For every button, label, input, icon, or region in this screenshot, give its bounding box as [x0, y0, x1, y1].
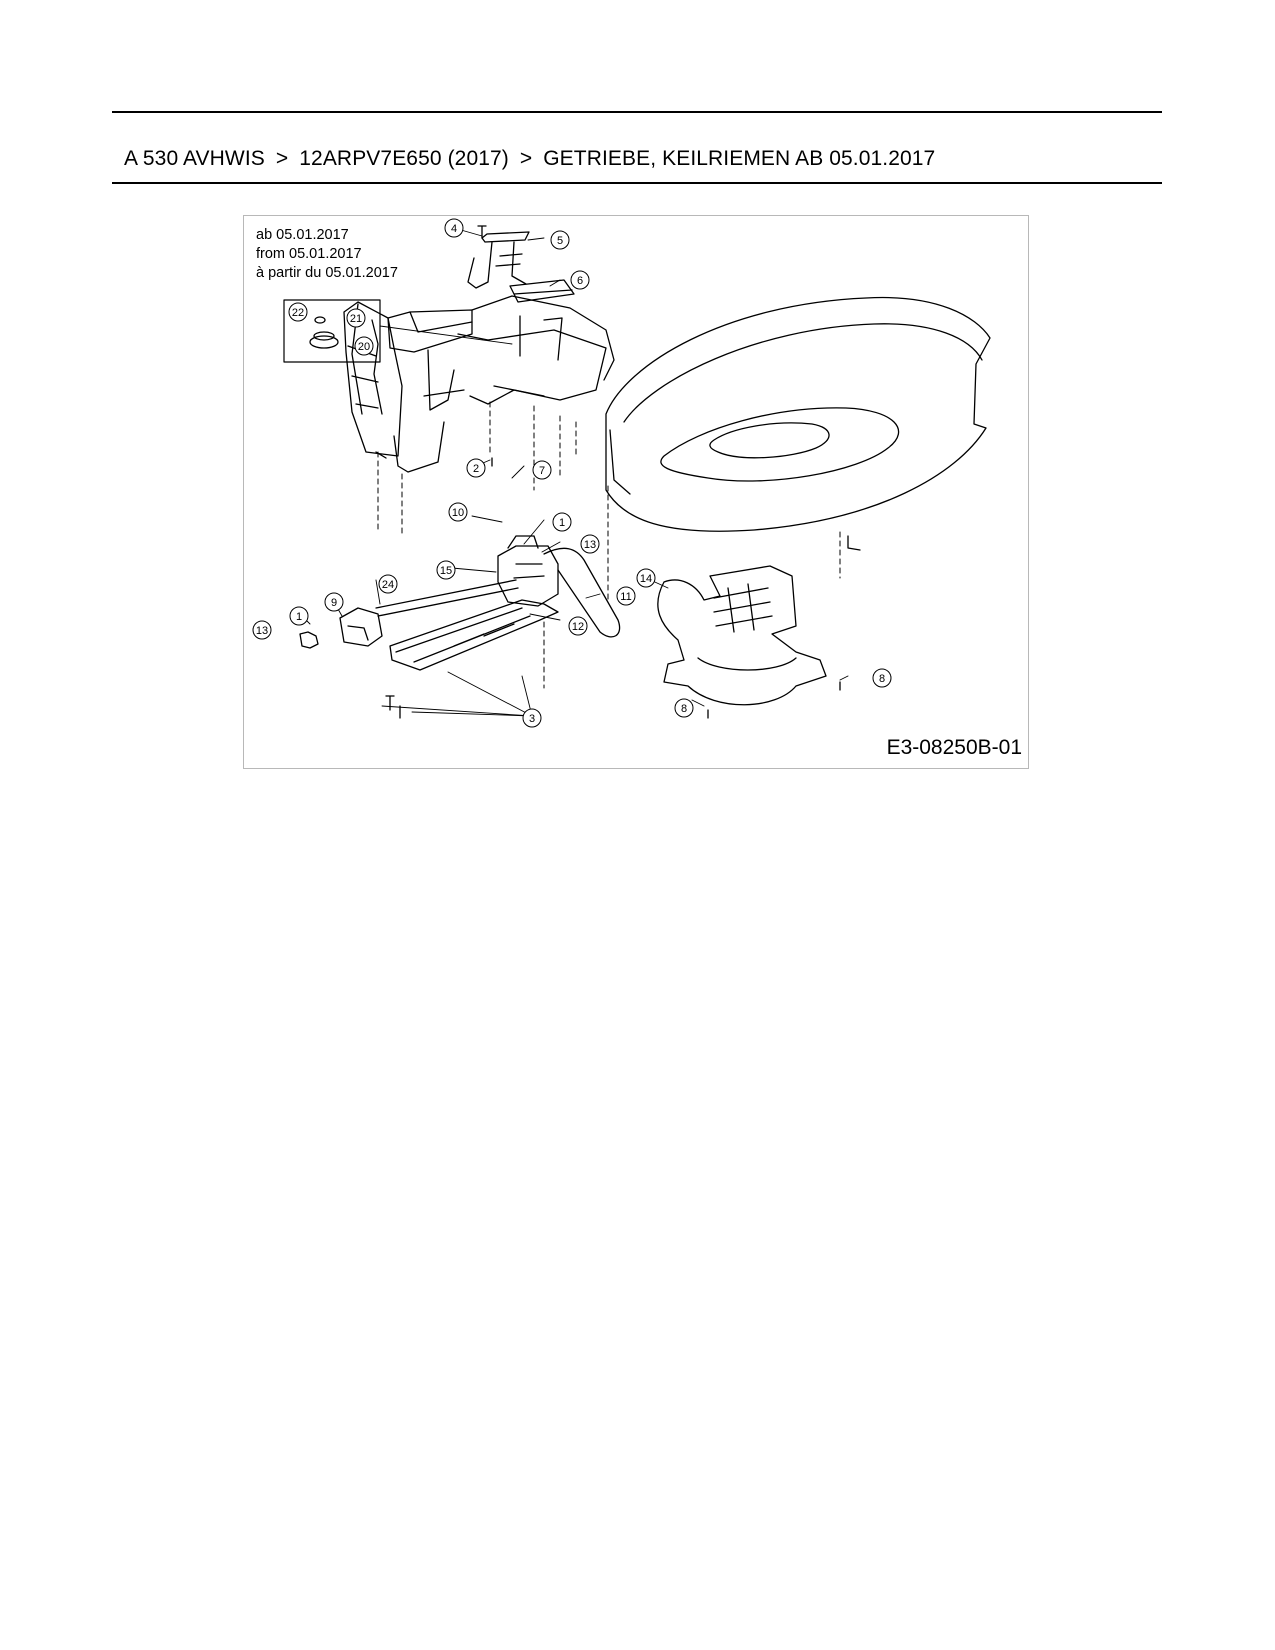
callout-number: 21	[349, 313, 363, 325]
validity-note	[256, 226, 398, 283]
drawing-id: E3-08250B-01	[886, 736, 1022, 759]
mounting-plate-part	[510, 280, 574, 302]
callout-number: 24	[381, 579, 395, 591]
callout-number: 3	[528, 713, 536, 725]
callout-6	[571, 271, 589, 289]
callout-22	[289, 303, 307, 321]
header-bottom-rule	[112, 182, 1162, 184]
callout-14	[637, 569, 655, 587]
discharge-chute-part	[658, 566, 826, 705]
callout-20	[355, 337, 373, 355]
callout-number: 22	[291, 307, 305, 319]
callout-15	[437, 561, 455, 579]
breadcrumb-variant[interactable]: 12ARPV7E650 (2017)	[299, 147, 509, 170]
callout-8	[675, 699, 693, 717]
gearbox-part	[498, 536, 558, 606]
validity-note-fr: à partir du 05.01.2017	[256, 265, 398, 281]
callout-number: 4	[450, 223, 458, 235]
callout-number: 7	[538, 465, 546, 477]
callout-number: 14	[639, 573, 653, 585]
callout-number: 6	[576, 275, 584, 287]
callout-number: 8	[878, 673, 886, 685]
exploded-view-drawing	[244, 216, 1028, 768]
parts-diagram	[243, 215, 1029, 769]
assembly-guide-lines	[378, 402, 840, 688]
callout-number: 9	[330, 597, 338, 609]
callout-leader-lines	[296, 228, 848, 716]
callout-number: 5	[556, 235, 564, 247]
callout-9	[325, 593, 343, 611]
callout-7	[533, 461, 551, 479]
breadcrumb	[124, 146, 935, 172]
base-plate-part	[390, 600, 558, 670]
callout-21	[347, 309, 365, 327]
breadcrumb-separator: >	[275, 147, 289, 170]
callout-number: 1	[558, 517, 566, 529]
callout-number: 13	[583, 539, 597, 551]
callout-1	[553, 513, 571, 531]
callout-1	[290, 607, 308, 625]
breadcrumb-section: GETRIEBE, KEILRIEMEN AB 05.01.2017	[543, 147, 936, 170]
callout-number: 1	[295, 611, 303, 623]
mower-deck-housing	[606, 298, 990, 550]
callout-2	[467, 459, 485, 477]
callout-number: 20	[357, 341, 371, 353]
callout-number: 10	[451, 507, 465, 519]
handle-bracket-part	[468, 232, 529, 288]
callout-10	[449, 503, 467, 521]
pinion-gear-part	[300, 632, 318, 648]
callout-5	[551, 231, 569, 249]
callout-8	[873, 669, 891, 687]
validity-note-de: ab 05.01.2017	[256, 227, 349, 243]
callout-number: 12	[571, 621, 585, 633]
callout-13	[581, 535, 599, 553]
rear-frame-housing	[344, 296, 614, 472]
callout-13	[253, 621, 271, 639]
callout-12	[569, 617, 587, 635]
callout-number: 13	[255, 625, 269, 637]
pulley-assembly-part	[310, 317, 338, 348]
validity-note-en: from 05.01.2017	[256, 246, 362, 262]
callout-24	[379, 575, 397, 593]
header-top-rule	[112, 111, 1162, 113]
callout-number: 8	[680, 703, 688, 715]
callout-4	[445, 219, 463, 237]
callout-11	[617, 587, 635, 605]
callout-number: 15	[439, 565, 453, 577]
breadcrumb-separator: >	[519, 147, 533, 170]
breadcrumb-model[interactable]: A 530 AVHWIS	[124, 147, 265, 170]
callout-number: 11	[620, 591, 632, 603]
bearing-housing-part	[340, 608, 382, 646]
callout-number: 2	[472, 463, 480, 475]
callout-3	[523, 709, 541, 727]
